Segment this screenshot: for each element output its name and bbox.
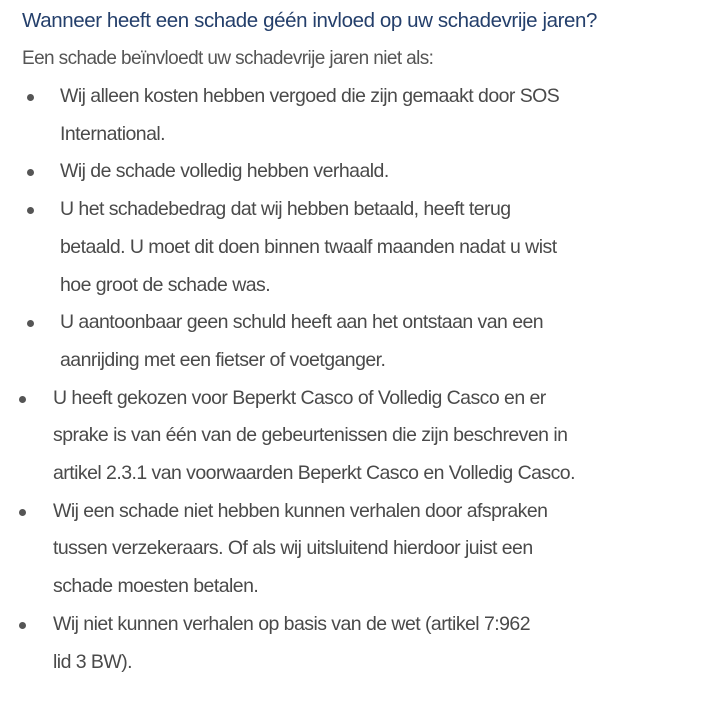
bullet-icon bbox=[27, 320, 34, 327]
list-item bbox=[0, 606, 709, 681]
list-item-text bbox=[60, 191, 680, 304]
list-item bbox=[0, 153, 709, 191]
conditions-list bbox=[0, 78, 709, 681]
list-item-text bbox=[53, 380, 693, 493]
text-line: U het schadebedrag dat wij hebben betaald, heeft terug bbox=[60, 198, 511, 221]
list-item-text bbox=[60, 78, 680, 153]
bullet-icon bbox=[27, 94, 34, 101]
bullet-icon bbox=[27, 169, 34, 176]
bullet-icon bbox=[19, 396, 26, 403]
text-line: Wij niet kunnen verhalen op basis van de wet (artikel 7:962 bbox=[53, 612, 531, 635]
list-item-text bbox=[60, 304, 680, 379]
intro-text: Een schade beïnvloedt uw schadevrije jaren niet als: bbox=[22, 48, 434, 69]
bullet-icon bbox=[19, 622, 26, 629]
text-line: Wij de schade volledig hebben verhaald. bbox=[60, 160, 389, 183]
text-line: schade moesten betalen. bbox=[53, 575, 259, 598]
section-heading: Wanneer heeft een schade géén invloed op uw schadevrije jaren? bbox=[22, 9, 598, 32]
list-item bbox=[0, 304, 709, 379]
list-item-text bbox=[53, 606, 693, 681]
list-item-text bbox=[60, 153, 680, 191]
text-line: artikel 2.3.1 van voorwaarden Beperkt Casco en Volledig Casco. bbox=[53, 462, 575, 485]
text-line: U aantoonbaar geen schuld heeft aan het ontstaan van een bbox=[60, 311, 544, 334]
text-line: sprake is van één van de gebeurtenissen die zijn beschreven in bbox=[53, 424, 568, 447]
list-item-text bbox=[53, 493, 693, 606]
text-line: Wij een schade niet hebben kunnen verhalen door afspraken bbox=[53, 499, 548, 522]
bullet-icon bbox=[27, 207, 34, 214]
text-line: aanrijding met een fietser of voetganger. bbox=[60, 348, 386, 371]
text-line: International. bbox=[60, 122, 166, 145]
bullet-icon bbox=[19, 509, 26, 516]
text-line: lid 3 BW). bbox=[53, 650, 133, 673]
list-item bbox=[0, 78, 709, 153]
text-line: U heeft gekozen voor Beperkt Casco of Volledig Casco en er bbox=[53, 386, 546, 409]
text-line: Wij alleen kosten hebben vergoed die zijn gemaakt door SOS bbox=[60, 85, 560, 107]
list-item bbox=[0, 380, 709, 493]
text-line: tussen verzekeraars. Of als wij uitsluitend hierdoor juist een bbox=[53, 537, 533, 560]
text-line: betaald. U moet dit doen binnen twaalf maanden nadat u wist bbox=[60, 235, 557, 258]
list-item bbox=[0, 191, 709, 304]
list-item bbox=[0, 493, 709, 606]
text-line: hoe groot de schade was. bbox=[60, 273, 271, 296]
